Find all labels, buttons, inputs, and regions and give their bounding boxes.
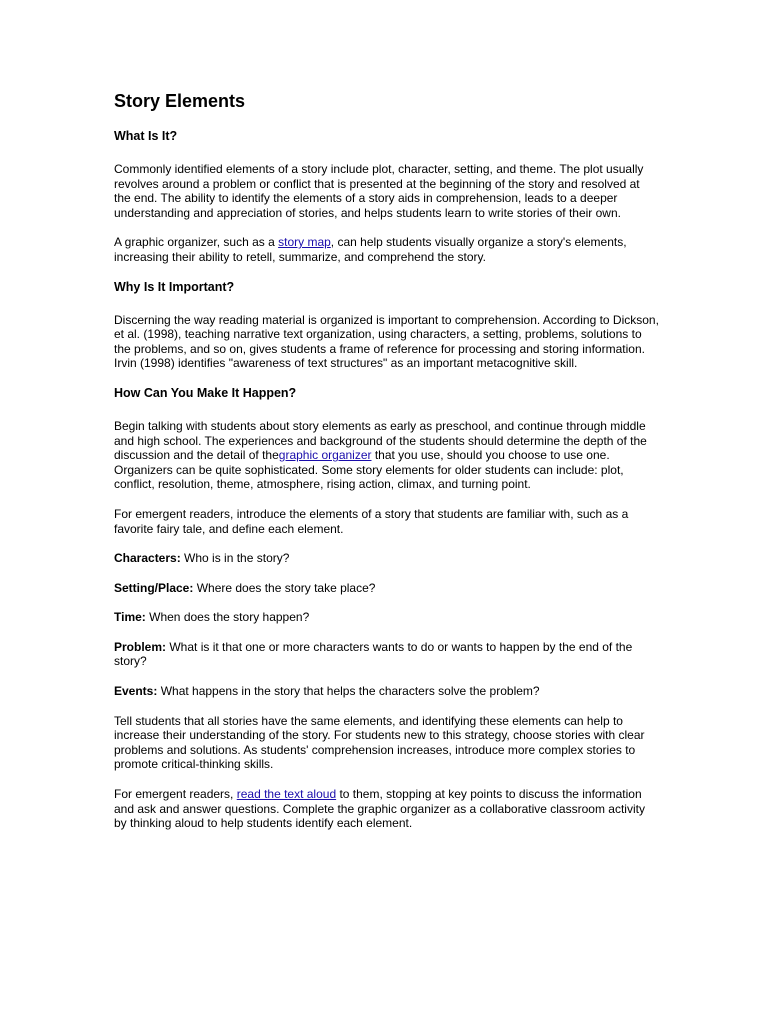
paragraph-emergent-readers: For emergent readers, introduce the elements of a story that students are familiar with, such as a favorite fairy tale, and define each element. <box>114 506 629 536</box>
element-time <box>114 610 659 625</box>
heading-how-make-happen: How Can You Make It Happen? <box>114 385 297 400</box>
story-map-link[interactable]: story map <box>278 235 331 250</box>
text-segment: A graphic organizer, such as a <box>114 235 279 250</box>
element-characters <box>114 551 659 566</box>
text-segment: , can help students visually organize a story's elements, increasing their ability to retell, summarize, and comprehend the story. <box>114 235 627 264</box>
page-title: Story Elements <box>114 91 246 111</box>
element-text: Where does the story take place? <box>193 580 376 595</box>
graphic-organizer-link[interactable]: graphic organizer <box>278 448 372 463</box>
element-label: Problem: <box>114 639 167 654</box>
element-text: Who is in the story? <box>180 551 290 566</box>
paragraph-story-map <box>114 235 659 264</box>
element-setting <box>114 581 659 596</box>
paragraph-tell-students: Tell students that all stories have the same elements, and identifying these elements can help to increase their understanding of the story. For students new to this strategy, choose stories with clear problems and solutions. As students' comprehension increases, introduce more complex stories to promote critical-thinking skills. <box>114 713 645 772</box>
element-text: When does the story happen? <box>145 610 310 625</box>
text-segment: to them, stopping at key points to discuss the information and ask and answer questions. Complete the graphic organizer as a collaborative classroom activity by thinking aloud to help students identify each element. <box>114 787 645 831</box>
element-label: Setting/Place: <box>114 580 194 595</box>
document-page <box>114 90 659 846</box>
heading-what-is-it: What Is It? <box>114 129 178 143</box>
text-segment: For emergent readers, <box>114 787 237 802</box>
element-text: What happens in the story that helps the characters solve the problem? <box>157 684 540 699</box>
element-label: Characters: <box>114 551 181 566</box>
heading-why-important: Why Is It Important? <box>114 279 235 294</box>
element-text: What is it that one or more characters wants to do or wants to happen by the end of the story? <box>114 639 633 669</box>
paragraph-read-aloud <box>114 787 659 831</box>
element-label: Time: <box>114 610 146 625</box>
paragraph-begin-talking <box>114 419 659 492</box>
element-problem <box>114 640 659 669</box>
paragraph-why-important: Discerning the way reading material is organized is important to comprehension. According to Dickson, et al. (1998), teaching narrative text organization, using characters, a setting, problems, solutions to the problems, and so on, gives students a frame of reference for processing and storing information. Irvin (1998) identifies "awareness of text structures" as an important metacognitive skill. <box>114 312 659 371</box>
text-segment: Begin talking with students about story elements as early as preschool, and continue through middle and high school. The experiences and background of the students should determine the depth of the discussion and the detail of the <box>114 418 647 463</box>
element-events <box>114 684 659 699</box>
element-label: Events: <box>114 684 158 699</box>
read-text-aloud-link[interactable]: read the text aloud <box>236 787 337 802</box>
paragraph-what-is-it: Commonly identified elements of a story include plot, character, setting, and theme. The plot usually revolves around a problem or conflict that is presented at the beginning of the story and resolved at the end. The ability to identify the elements of a story aids in comprehension, leads to a deeper understanding and appreciation of stories, and helps students learn to write stories of their own. <box>114 162 644 220</box>
text-segment: that you use, should you choose to use one. Organizers can be quite sophisticated. Some story elements for older students can include: plot, conflict, resolution, theme, atmosphere, rising action, climax, and turning point. <box>114 448 624 492</box>
